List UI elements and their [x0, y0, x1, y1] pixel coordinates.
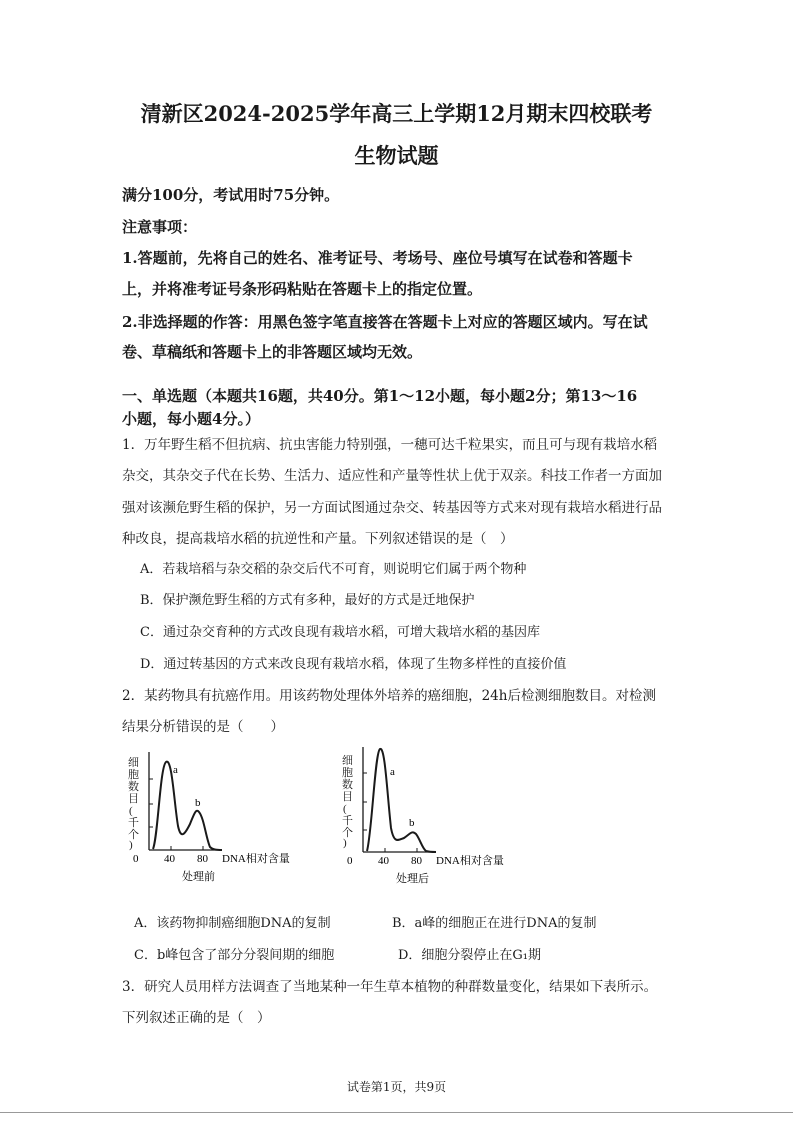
graph-before-curve	[153, 762, 222, 850]
exam-subtitle: 生物试题	[354, 143, 439, 168]
graph-before-peak-a: a	[173, 764, 178, 776]
graph-after-ylabel	[342, 754, 353, 849]
svg-text:目: 目	[342, 791, 353, 803]
svg-text:(: (	[129, 805, 133, 817]
graph-before-tick-40: 40	[164, 853, 175, 865]
q1-stem-line3: 强对该濒危野生稻的保护，另一方面试图通过杂交、转基因等方式来对现有栽培水稻进行品	[122, 500, 662, 516]
graph-before-peak-b: b	[195, 797, 201, 809]
q2-stem-line2: 结果分析错误的是（ ）	[122, 719, 284, 735]
page-footer: 试卷第1页，共9页	[346, 1080, 447, 1094]
q2-stem-line1: 2．某药物具有抗癌作用。用该药物处理体外培养的癌细胞，24h后检测细胞数目。对检测	[122, 688, 656, 704]
svg-text:细: 细	[128, 757, 139, 769]
svg-text:(: (	[343, 803, 347, 815]
svg-text:数: 数	[342, 779, 353, 791]
q1-option-a: A．若栽培稻与杂交稻的杂交后代不可育，则说明它们属于两个物种	[140, 562, 527, 577]
graph-before-ylabel	[128, 756, 139, 851]
graph-after-origin: 0	[347, 855, 353, 867]
graph-before-tick-80: 80	[197, 853, 208, 865]
graph-before-treatment	[122, 742, 312, 892]
q1-stem-line2: 杂交，其杂交子代在长势、生活力、适应性和产量等性状上优于双亲。科技工作者一方面加	[122, 468, 662, 484]
section-heading-line1: 一、单选题（本题共16题，共40分。第1～12小题，每小题2分；第13～16	[122, 387, 638, 405]
q2-option-d: D．细胞分裂停止在G₁期	[398, 948, 542, 963]
graph-after-peak-b: b	[409, 817, 415, 829]
svg-text:数: 数	[128, 781, 139, 793]
q1-option-d: D．通过转基因的方式来改良现有栽培水稻，体现了生物多样性的直接价值	[140, 657, 567, 672]
notice-item1-line1: 1.答题前，先将自己的姓名、准考证号、考场号、座位号填写在试卷和答题卡	[122, 249, 633, 267]
graph-before-xlabel: DNA相对含量	[222, 853, 290, 865]
svg-text:个: 个	[128, 829, 139, 841]
q1-stem-line1: 1．万年野生稻不但抗病、抗虫害能力特别强，一穗可达千粒果实，而且可与现有栽培水稻	[122, 437, 658, 453]
score-info: 满分100分，考试用时75分钟。	[122, 186, 340, 204]
svg-text:千: 千	[342, 815, 353, 827]
graph-after-tick-80: 80	[411, 855, 422, 867]
q2-option-b: B．a峰的细胞正在进行DNA的复制	[392, 916, 597, 931]
svg-text:): )	[129, 839, 133, 851]
svg-text:胞: 胞	[128, 769, 139, 781]
graph-after-tick-40: 40	[378, 855, 389, 867]
q3-stem-line2: 下列叙述正确的是（ ）	[122, 1010, 271, 1026]
graph-after-xlabel: DNA相对含量	[436, 855, 504, 867]
graph-after-caption: 处理后	[396, 873, 429, 885]
graph-before-caption: 处理前	[182, 871, 215, 883]
svg-text:千: 千	[128, 817, 139, 829]
notice-item1-line2: 上，并将准考证号条形码粘贴在答题卡上的指定位置。	[122, 280, 483, 298]
q1-option-c: C．通过杂交育种的方式改良现有栽培水稻，可增大栽培水稻的基因库	[140, 625, 540, 640]
graph-after-peak-a: a	[390, 766, 395, 778]
exam-title: 清新区2024-2025学年高三上学期12月期末四校联考	[140, 101, 653, 126]
q3-stem-line1: 3．研究人员用样方法调查了当地某种一年生草本植物的种群数量变化，结果如下表所示。	[122, 979, 658, 995]
notice-item2-line1: 2.非选择题的作答：用黑色签字笔直接答在答题卡上对应的答题区域内。写在试	[122, 313, 648, 331]
q2-option-c: C．b峰包含了部分分裂间期的细胞	[134, 948, 335, 963]
section-heading-line2: 小题，每小题4分。）	[122, 410, 260, 428]
svg-text:胞: 胞	[342, 767, 353, 779]
svg-text:个: 个	[342, 827, 353, 839]
svg-text:): )	[343, 837, 347, 849]
footer-divider	[0, 1112, 793, 1113]
q2-option-a: A．该药物抑制癌细胞DNA的复制	[134, 916, 331, 931]
q1-option-b: B．保护濒危野生稻的方式有多种，最好的方式是迁地保护	[140, 593, 475, 608]
svg-text:目: 目	[128, 793, 139, 805]
q1-stem-line4: 种改良，提高栽培水稻的抗逆性和产量。下列叙述错误的是（ ）	[122, 531, 514, 547]
notice-item2-line2: 卷、草稿纸和答题卡上的非答题区域均无效。	[122, 343, 423, 361]
svg-text:细: 细	[342, 755, 353, 767]
notice-heading: 注意事项：	[122, 218, 198, 236]
graph-after-curve	[367, 749, 436, 852]
graph-before-origin: 0	[133, 853, 139, 865]
graph-after-treatment	[336, 742, 526, 892]
